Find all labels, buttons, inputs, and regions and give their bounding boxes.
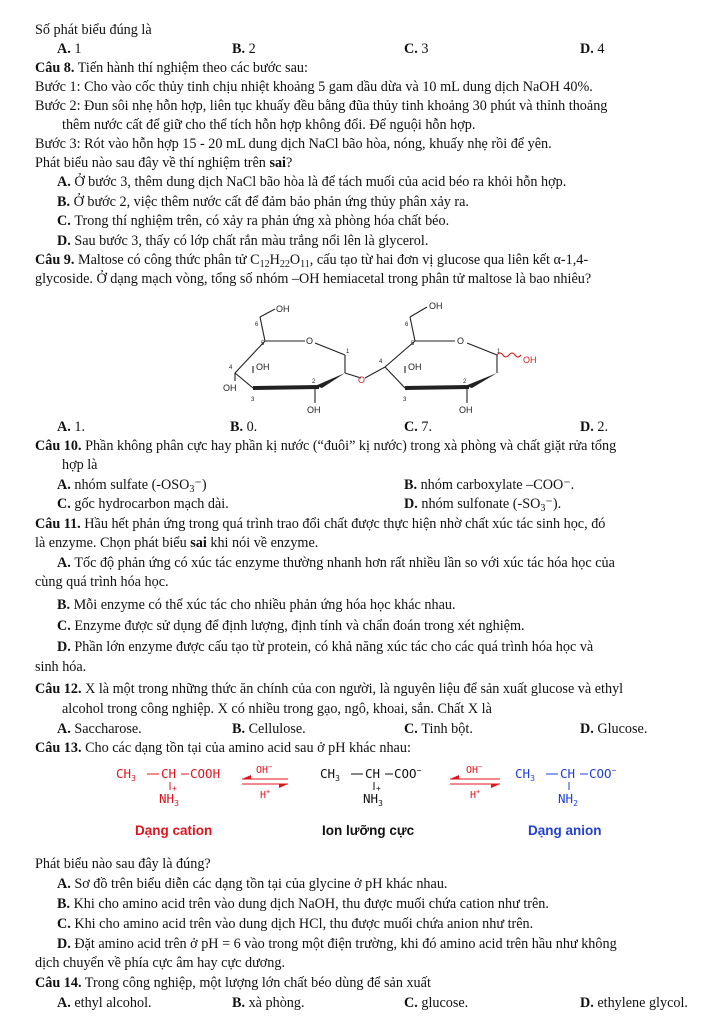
q8-option-a[interactable]: A. Ở bước 3, thêm dung dịch NaCl bão hòa là để tách muối của acid béo ra khỏi hỗn hợp. — [57, 174, 567, 190]
q12-stem-cont: alcohol trong công nghiệp. X có nhiều trong gạo, ngô, khoai, sắn. Chất X là — [62, 701, 492, 717]
svg-text:OH: OH — [523, 355, 537, 365]
q14-option-c[interactable]: C. glucose. — [404, 995, 469, 1011]
svg-text:COO−: COO− — [394, 766, 422, 781]
q10-option-b[interactable]: B. nhóm carboxylate –COO⁻. — [404, 477, 575, 493]
q7-stem: Số phát biểu đúng là — [35, 22, 152, 38]
equilibrium-arrow — [242, 763, 288, 801]
equilibrium-arrow-2 — [450, 763, 500, 801]
svg-text:COO−: COO− — [589, 766, 617, 781]
svg-text:+: + — [172, 784, 177, 793]
svg-text:5: 5 — [261, 341, 265, 347]
svg-text:2: 2 — [312, 379, 316, 385]
svg-text:NH3: $NH_3$ — [363, 791, 383, 808]
svg-text:6: 6 — [255, 322, 259, 328]
q14-stem: Câu 14. Trong công nghiệp, một lượng lớn chất béo dùng để sản xuất — [35, 975, 431, 991]
q8-option-b[interactable]: B. Ở bước 2, việc thêm nước cất để đảm bảo phản ứng thủy phân xảy ra. — [57, 194, 469, 210]
svg-text:1: 1 — [497, 349, 501, 355]
q13-option-b[interactable]: B. Khi cho amino acid trên vào dung dịch NaOH, thu được muối chứa cation như trên. — [57, 896, 549, 912]
q10-option-a[interactable]: A. nhóm sulfate $(-OSO_3^-)$ — [57, 477, 207, 495]
q12-option-a[interactable]: A. Saccharose. — [57, 721, 142, 737]
svg-text:H+: H+ — [470, 788, 481, 801]
svg-text:CH3: $CH_3$ — [116, 766, 136, 783]
q8-option-c[interactable]: C. Trong thí nghiệm trên, có xảy ra phản ứng xà phòng hóa chất béo. — [57, 213, 450, 229]
q10-option-d[interactable]: D. nhóm sulfonate $(-SO_3^-)$. — [404, 496, 562, 514]
svg-text:2: 2 — [463, 379, 467, 385]
q7-option-d[interactable]: D. 4 — [580, 41, 605, 57]
q9-option-d[interactable]: D. 2. — [580, 419, 608, 435]
maltose-structure-figure — [205, 293, 550, 418]
label-zwitterion: Ion lưỡng cực — [322, 823, 415, 838]
q7-option-c[interactable]: C. 3 — [404, 41, 429, 57]
q11-option-b[interactable]: B. Mỗi enzyme có thể xúc tác cho nhiều phản ứng hóa học khác nhau. — [57, 597, 456, 613]
svg-text:5: 5 — [411, 341, 415, 347]
q14-option-a[interactable]: A. ethyl alcohol. — [57, 995, 152, 1011]
q9-stem-cont: glycoside. Ở dạng mạch vòng, tổng số nhóm –OH hemiacetal trong phân tử maltose là bao nhiêu? — [35, 271, 592, 287]
svg-text:4: 4 — [229, 365, 233, 371]
q7-option-a[interactable]: A. 1 — [57, 41, 82, 57]
q14-option-b[interactable]: B. xà phòng. — [232, 995, 305, 1011]
q13-stem: Câu 13. Cho các dạng tồn tại của amino acid sau ở pH khác nhau: — [35, 740, 411, 756]
oh-label: OH — [276, 304, 290, 314]
svg-text:6: 6 — [405, 322, 409, 328]
svg-text:OH−: OH− — [256, 763, 273, 776]
svg-text:1: 1 — [346, 349, 350, 355]
cation-form — [116, 766, 220, 808]
q9-option-a[interactable]: A. 1. — [57, 419, 85, 435]
svg-text:OH−: OH− — [466, 763, 483, 776]
svg-text:O: O — [358, 375, 366, 385]
svg-text:3: 3 — [251, 397, 255, 403]
q12-stem: Câu 12. X là một trong những thức ăn chính của con người, là nguyên liệu để sản xuất glucose và ethyl — [35, 681, 624, 697]
svg-text:O: O — [457, 336, 465, 346]
svg-text:4: 4 — [379, 359, 383, 365]
q14-option-d[interactable]: D. ethylene glycol. — [580, 995, 688, 1011]
svg-text:OH: OH — [223, 383, 237, 393]
q10-stem: Câu 10. Phần không phân cực hay phần kị nước (“đuôi” kị nước) trong xà phòng và chất giặt rửa tổng — [35, 438, 617, 454]
svg-text:3: 3 — [403, 397, 407, 403]
q8-step1: Bước 1: Cho vào cốc thủy tinh chịu nhiệt khoảng 5 gam dầu dừa và 10 mL dung dịch NaOH 40%. — [35, 79, 593, 95]
q11-option-d[interactable]: D. Phần lớn enzyme được cấu tạo từ protein, có khả năng xúc tác cho các quá trình hóa học và — [57, 639, 594, 655]
q7-option-b[interactable]: B. 2 — [232, 41, 256, 57]
q11-stem-cont: là enzyme. Chọn phát biểu sai khi nói về enzyme. — [35, 535, 319, 551]
q12-option-d[interactable]: D. Glucose. — [580, 721, 648, 737]
q8-stem: Câu 8. Tiến hành thí nghiệm theo các bước sau: — [35, 60, 308, 76]
q13-option-a[interactable]: A. Sơ đồ trên biểu diễn các dạng tồn tại của glycine ở pH khác nhau. — [57, 876, 448, 892]
q10-option-c[interactable]: C. gốc hydrocarbon mạch dài. — [57, 496, 229, 512]
svg-text:NH2: $NH_2$ — [558, 791, 578, 808]
q8-question: Phát biểu nào sau đây về thí nghiệm trên sai? — [35, 155, 293, 171]
q9-option-c[interactable]: C. 7. — [404, 419, 432, 435]
svg-text:OH: OH — [459, 405, 473, 415]
svg-text:O: O — [306, 336, 314, 346]
svg-text:H+: H+ — [260, 788, 271, 801]
q8-step2: Bước 2: Đun sôi nhẹ hỗn hợp, liên tục khuấy đều bằng đũa thủy tinh khoảng 30 phút và thỉnh thoảng — [35, 98, 608, 114]
q12-option-c[interactable]: C. Tinh bột. — [404, 721, 473, 737]
q11-option-a-cont: cùng quá trình hóa học. — [35, 574, 169, 590]
q13-option-c[interactable]: C. Khi cho amino acid trên vào dung dịch HCl, thu được muối chứa anion như trên. — [57, 916, 534, 932]
q8-option-d[interactable]: D. Sau bước 3, thấy có lớp chất rắn màu trắng nổi lên là glycerol. — [57, 233, 429, 249]
svg-text:CH: CH — [560, 766, 576, 781]
q9-stem: Câu 9. Maltose có công thức phân tử $C_{12}H_{22}O_{11}$, cấu tạo từ hai đơn vị glucose qua liên kết α-1,4- — [35, 252, 589, 270]
svg-text:OH: OH — [256, 362, 270, 372]
q11-option-c[interactable]: C. Enzyme được sử dụng để định lượng, định tính và chẩn đoán trong xét nghiệm. — [57, 618, 525, 634]
q13-option-d-cont: dịch chuyển về phía cực âm hay cực dương. — [35, 955, 285, 971]
label-anion: Dạng anion — [528, 823, 602, 838]
q13-option-d[interactable]: D. Đặt amino acid trên ở pH = 6 vào trong một điện trường, khi đó amino acid trên hầu như không — [57, 936, 617, 952]
svg-text:COOH: COOH — [190, 766, 221, 781]
q10-stem-cont: hợp là — [62, 457, 98, 473]
q8-step3: Bước 3: Rót vào hỗn hợp 15 - 20 mL dung dịch NaCl bão hòa, nóng, khuấy nhẹ rồi để yên. — [35, 136, 552, 152]
q9-option-b[interactable]: B. 0. — [230, 419, 258, 435]
svg-text:NH3: $NH_3$ — [159, 791, 179, 808]
svg-text:CH3: $CH_3$ — [515, 766, 535, 783]
q11-option-d-cont: sinh hóa. — [35, 659, 87, 675]
zwitterion-form — [320, 766, 422, 808]
svg-text:OH: OH — [429, 301, 443, 311]
label-cation: Dạng cation — [135, 823, 213, 838]
q13-question: Phát biểu nào sau đây là đúng? — [35, 856, 211, 872]
svg-text:OH: OH — [408, 362, 422, 372]
svg-text:CH: CH — [365, 766, 381, 781]
svg-text:CH3: $CH_3$ — [320, 766, 340, 783]
svg-text:CH: CH — [161, 766, 177, 781]
q11-option-a[interactable]: A. Tốc độ phản ứng có xúc tác enzyme thường nhanh hơn rất nhiều lần so với xúc tác hóa học của — [57, 555, 615, 571]
q12-option-b[interactable]: B. Cellulose. — [232, 721, 306, 737]
svg-text:+: + — [376, 784, 381, 793]
anion-form — [515, 766, 617, 808]
svg-text:OH: OH — [307, 405, 321, 415]
q8-step2-cont: thêm nước cất để giữ cho thể tích hỗn hợp không đổi. Để nguội hỗn hợp. — [62, 117, 476, 133]
q11-stem: Câu 11. Hầu hết phản ứng trong quá trình trao đổi chất được thực hiện nhờ chất xúc tác sinh học, đó — [35, 516, 606, 532]
